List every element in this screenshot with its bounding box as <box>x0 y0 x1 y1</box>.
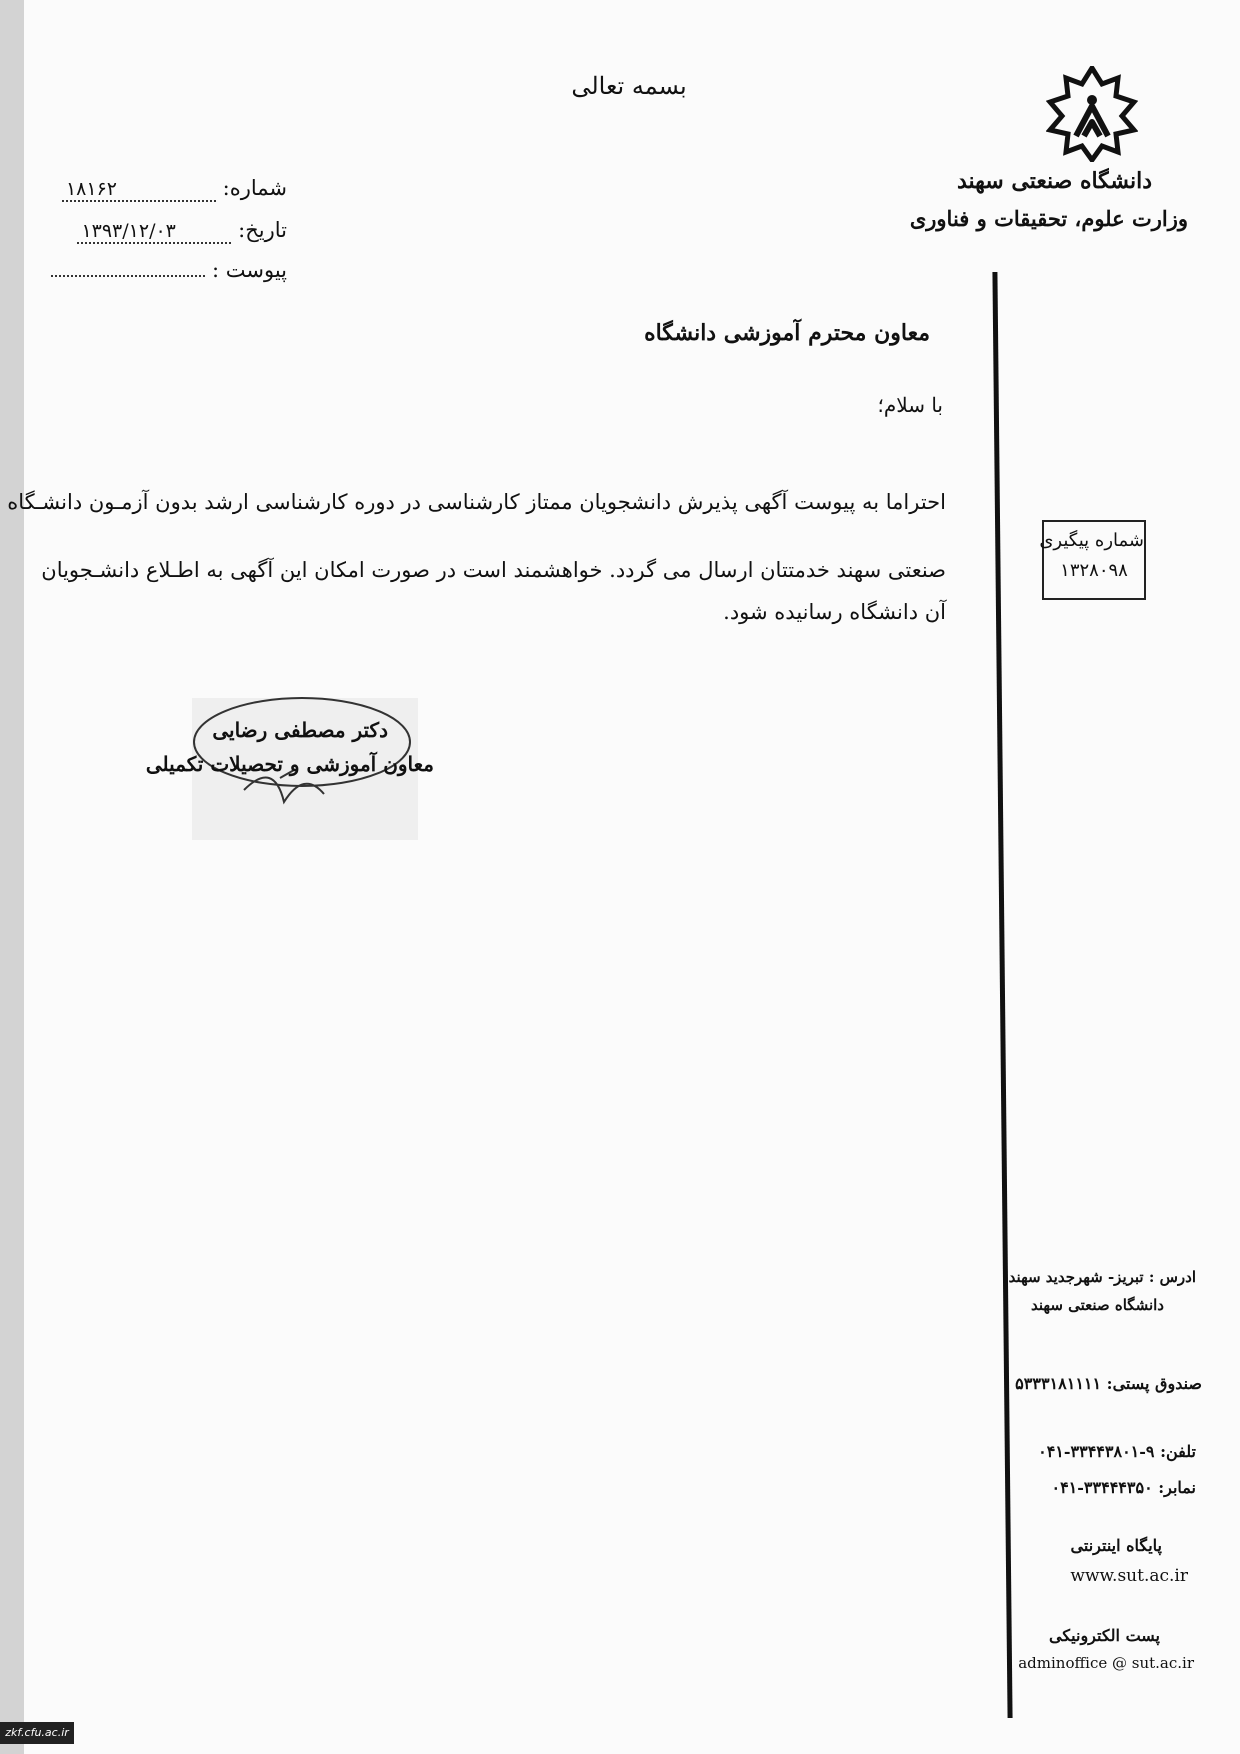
body-line-2: صنعتی سهند خدمتتان ارسال می گردد. خواهشمند است در صورت امکان این آگهی به اطـلاع دانشـجویان <box>41 558 946 582</box>
letter-date-label: تاریخ: <box>238 218 287 242</box>
greeting: با سلام؛ <box>877 393 943 417</box>
recipient: معاون محترم آموزشی دانشگاه <box>644 320 930 346</box>
body-line-1: احتراما به پیوست آگهی پذیرش دانشجویان ممتاز کارشناسی در دوره کارشناسی ارشد بدون آزمـون دانشـگاه <box>7 490 946 514</box>
tracking-label: شماره پیگیری <box>1039 530 1144 551</box>
signature-scribble-icon <box>184 690 416 808</box>
phone: تلفن: ۹-۳۳۴۴۳۸۰۱-۰۴۱ <box>1038 1442 1196 1461</box>
signatory-title: معاون آموزشی و تحصیلات تکمیلی <box>145 752 434 776</box>
ministry-name: وزارت علوم، تحقیقات و فناوری <box>909 206 1188 231</box>
email-label: پست الکترونیکی <box>1049 1626 1160 1645</box>
website: www.sut.ac.ir <box>1070 1566 1188 1586</box>
po-box: صندوق پستی: ۵۳۳۳۱۸۱۱۱۱ <box>1015 1374 1202 1393</box>
basmala: بسمه تعالی <box>571 72 687 100</box>
address-line-1: ادرس : تبریز- شهرجدید سهند <box>1008 1268 1196 1286</box>
letter-attachment-value <box>51 275 205 277</box>
watermark: zkf.cfu.ac.ir <box>0 1722 74 1744</box>
body-line-3: آن دانشگاه رسانیده شود. <box>723 600 946 624</box>
tracking-value: ۱۳۲۸۰۹۸ <box>1060 560 1128 581</box>
letter-number-value: ۱۸۱۶۲ <box>62 178 216 202</box>
university-name: دانشگاه صنعتی سهند <box>956 168 1152 194</box>
university-logo-icon <box>1046 66 1138 162</box>
fax: نمابر: ۳۳۴۴۴۳۵۰-۰۴۱ <box>1051 1478 1196 1497</box>
letter-date <box>77 218 287 244</box>
email: adminoffice @ sut.ac.ir <box>1018 1654 1194 1672</box>
letter-number <box>62 176 287 202</box>
tracking-number-box <box>1039 520 1146 600</box>
letter-number-label: شماره: <box>222 176 287 200</box>
letter-attachment-label: پیوست : <box>212 258 287 282</box>
letter-page <box>7 0 1240 1754</box>
signatory-name: دکتر مصطفی رضایی <box>212 718 388 742</box>
vertical-divider <box>992 272 1012 1718</box>
website-label: پایگاه اینترنتی <box>1070 1536 1162 1555</box>
letter-attachment <box>51 258 287 282</box>
address-line-2: دانشگاه صنعتی سهند <box>1031 1296 1164 1314</box>
letter-date-value: ۱۳۹۳/۱۲/۰۳ <box>77 220 231 244</box>
